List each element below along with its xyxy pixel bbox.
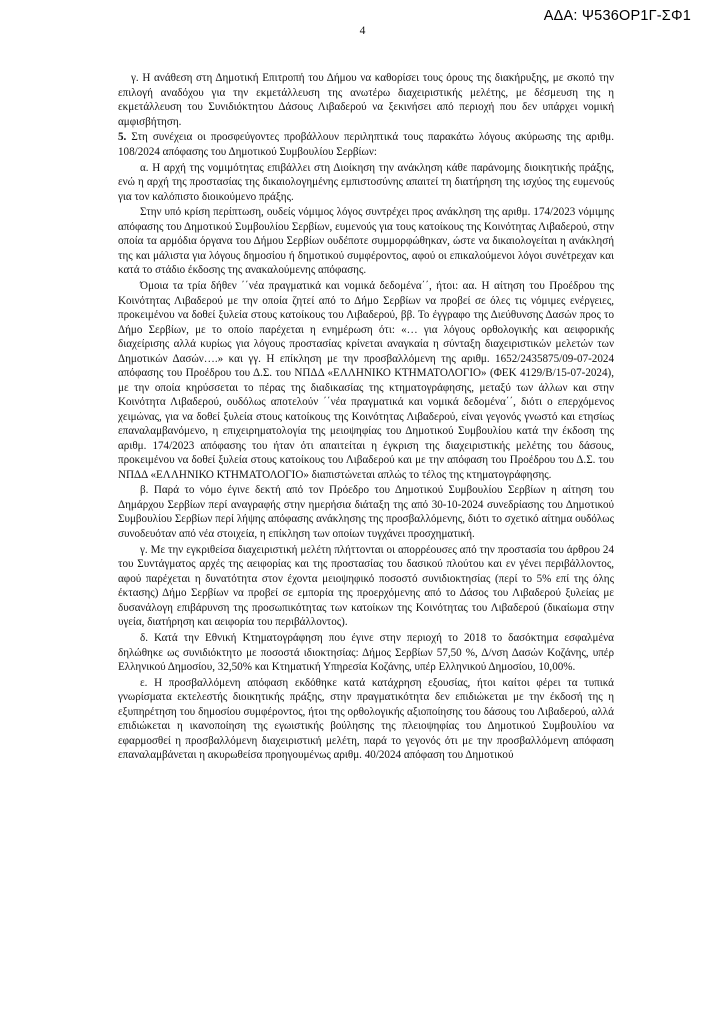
paragraph-gamma-2: γ. Με την εγκριθείσα διαχειριστική μελέτη πλήττονται οι απορρέουσες από την προστασία του άρθρου 24 του Συντάγματος αρχές της αειφορίας και της προστασίας του δασικού πλούτου και εν γένει περιβάλλοντος, αφού παρέχεται η δυνατότητα στον έχοντα μειοψηφικό ποσοστό συνιδιοκτησίας (περί το 5% επί της όλης έκτασης) Δήμο Σερβίων να προβεί σε εμπορία της προερχόμενης από το Δάσος του Λιβαδερού ξυλείας με δυσανάλογη επιβάρυνση της προσωπικότητας των κατοίκων της Κοινότητας του Λιβαδερού (δικαίωμα στην υγεία, διατήρηση και αειφορία του περιβάλλοντος). xyxy=(118,543,614,629)
page-number: 4 xyxy=(359,25,366,37)
paragraph-case: Στην υπό κρίση περίπτωση, ουδείς νόμιμος λόγος συντρέχει προς ανάκληση της αριθμ. 174/2023 νόμιμης απόφασης του Δημοτικού Συμβουλίου Σερβίων, ευμενούς για τους κατοίκους της Κοινότητας Λιβαδερού, στην οποία τα αρμόδια όργανα του Δήμου Σερβίων ουδέποτε συμμορφώθηκαν, ώστε να δικαιολογείται η ανάκλησή της και μάλιστα για λόγους δημοσίου ή δημοτικού συμφέροντος, αφού οι επικαλούμενοι λόγοι συνέτρεχαν και κατά το στάδιο έκδοσης της ανακαλούμενης απόφασης. xyxy=(118,206,614,277)
document-body xyxy=(118,71,614,764)
paragraph-beta: β. Παρά το νόμο έγινε δεκτή από τον Πρόεδρο του Δημοτικού Συμβουλίου Σερβίων η αίτηση του Δημάρχου Σερβίων περί αναγραφής στην ημερήσια διάταξη της από 30-10-2024 συνεδρίασης του Δημοτικού Συμβουλίου Σερβίων περί λήψης απόφασης ανάκλησης της προσβαλλόμενης, διότι το σχετικό αίτημα ουδόλως συνοδευόταν από νέα στοιχεία, η επίκληση των οποίων τυγχάνει προσχηματική. xyxy=(118,484,614,540)
section-5-text: Στη συνέχεια οι προσφεύγοντες προβάλλουν περιληπτικά τους παρακάτω λόγους ακύρωσης της αριθμ. 108/2024 απόφασης του Δημοτικού Συμβουλίου Σερβίων: xyxy=(118,131,614,158)
paragraph-similarly: Όμοια τα τρία δήθεν ΄΄νέα πραγματικά και νομικά δεδομένα΄΄, ήτοι: αα. Η αίτηση του Προέδρου της Κοινότητας Λιβαδερού με την οποία ζητεί από το Δήμο Σερβίων να προβεί σε όλες τις νόμιμες ενέργειες, προκειμένου να δοθεί ξυλεία στους κατοίκους του Λιβαδερού, ββ. Το έγγραφο της Διεύθυνσης Δασών προς το Δήμο Σερβίων, με το οποίο παρέχεται η ενημέρωση ότι: «… για λόγους ορθολογικής και αειφορικής διαχείρισης αλλά κυρίως για λόγους προστασίας κρίνεται αναγκαία η σύνταξη διαχειριστικών μελετών των Δημοτικών Δασών….» και γγ. Η επίκληση με την προσβαλλόμενη της αριθμ. 1652/2435875/09-07-2024 απόφασης του Προέδρου του Δ.Σ. του ΝΠΔΔ «ΕΛΛΗΝΙΚΟ ΚΤΗΜΑΤΟΛΟΓΙΟ» (ΦΕΚ 4129/Β/15-07-2024), με την οποία κηρύσσεται το πέρας της διαδικασίας της κτηματογράφησης, μεταξύ των άλλων και στην Κοινότητα Λιβαδερού, ουδόλως αποτελούν ΄΄νέα πραγματικά και νομικά δεδομένα΄΄, διότι ο επερχόμενος χειμώνας, για να δοθεί ξυλεία στους κατοίκους της Κοινότητας Λιβαδερού, είναι γεγονός γνωστό και ετησίως επαναλαμβανόμενο, η επιχειρηματολογία της μειοψηφίας του Δημοτικού Συμβουλίου κατά την έκδοση της αριθμ. 174/2023 απόφασης του ήταν ότι απαιτείται η έγκριση της διαχειριστικής μελέτης του δάσους, προκειμένου να δοθεί ξυλεία στους κατοίκους του Λιβαδερού και με την απόφαση του Προέδρου του Δ.Σ. του ΝΠΔΔ «ΕΛΛΗΝΙΚΟ ΚΤΗΜΑΤΟΛΟΓΙΟ» διαπιστώνεται απλώς το τέλος της κτηματογράφησης. xyxy=(118,280,614,481)
section-5 xyxy=(118,130,614,159)
paragraph-gamma: γ. Η ανάθεση στη Δημοτική Επιτροπή του Δήμου να καθορίσει τους όρους της διακήρυξης, με σκοπό την επιλογή αναδόχου για την εκμετάλλευση της ανωτέρω διαχειριστικής μελέτης, με δέσμευση της η εκμετάλλευση του Συνιδιόκτητου Δάσους Λιβαδερού να ξεκινήσει από περιοχή που δεν υπάρχει νομική αμφισβήτηση. xyxy=(118,72,614,128)
paragraph-alpha: α. Η αρχή της νομιμότητας επιβάλλει στη Διοίκηση την ανάκληση κάθε παράνομης διοικητικής πράξης, ενώ η αρχή της προστασίας της δικαιολογημένης εμπιστοσύνης απαιτεί τη διατήρηση της ισχύος της ευμενούς για τον καλόπιστο διοικούμενο πράξης. xyxy=(118,161,614,203)
section-number: 5. xyxy=(118,131,127,144)
ada-code: ΑΔΑ: Ψ536ΟΡ1Γ-ΣΦ1 xyxy=(543,8,691,24)
paragraph-epsilon: ε. Η προσβαλλόμενη απόφαση εκδόθηκε κατά κατάχρηση εξουσίας, ήτοι καίτοι φέρει τα τυπικά γνωρίσματα εκτελεστής διοικητικής πράξης, στην πραγματικότητα δεν επιδιώκεται με την έκδοσή της η εξυπηρέτηση του δημοσίου συμφέροντος, ήτοι της ορθολογικής αξιοποίησης του δάσους του Λιβαδερού, αλλά επιδιώκεται η ικανοποίηση της εγωιστικής βούλησης της πλειοψηφίας του Δημοτικού Συμβουλίου να εφαρμοσθεί η προσβαλλόμενη διαχειριστική μελέτη, παρά το γεγονός ότι με την προσβαλλόμενη απόφαση επαναλαμβάνεται η ακυρωθείσα προηγουμένως αριθμ. 40/2024 απόφαση του Δημοτικού xyxy=(118,676,614,762)
paragraph-delta: δ. Κατά την Εθνική Κτηματογράφηση που έγινε στην περιοχή το 2018 το δασόκτημα εσφαλμένα δηλώθηκε ως συνιδιόκτητο με ποσοστά ιδιοκτησίας: Δήμος Σερβίων 57,50 %, Δ/νση Δασών Κοζάνης, υπέρ Ελληνικού Δημοσίου, 32,50% και Κτηματική Υπηρεσία Κοζάνης, υπέρ Ελληνικού Δημοσίου, 10,00%. xyxy=(118,632,614,674)
